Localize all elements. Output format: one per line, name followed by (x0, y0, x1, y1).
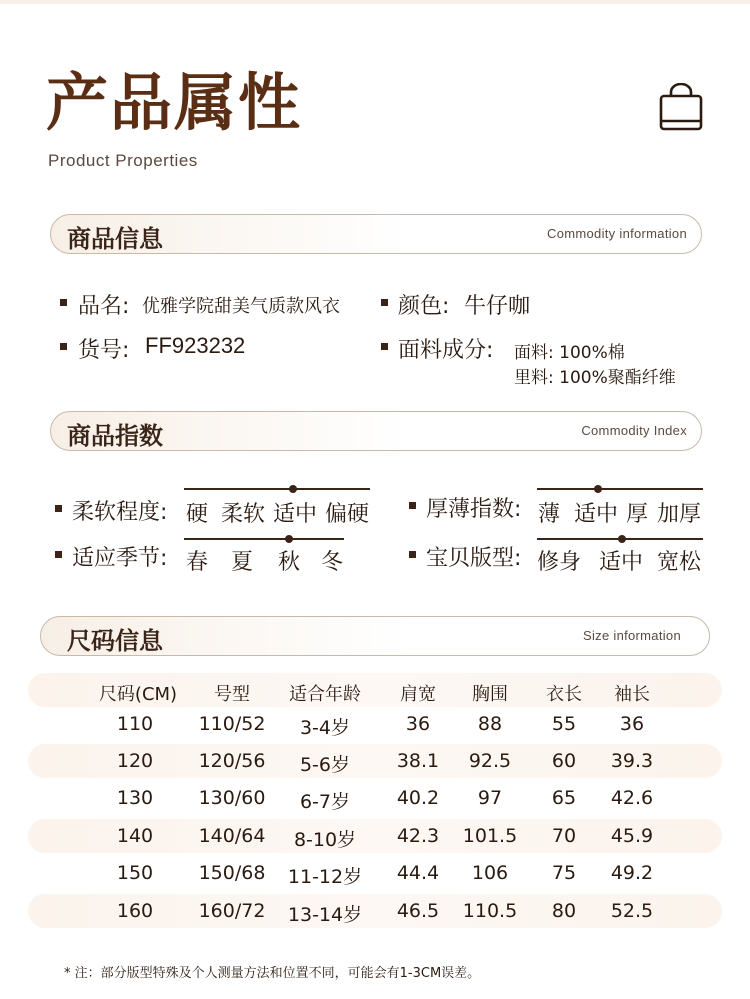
shopping-bag-icon (659, 83, 703, 131)
table-cell: 5-6岁 (299, 754, 351, 776)
fit-option: 宽松 (657, 550, 702, 575)
bullet (60, 343, 67, 350)
product-name-label: 品名: (78, 294, 130, 319)
product-name-value: 优雅学院甜美气质款风衣 (142, 296, 340, 317)
table-cell: 120 (116, 750, 154, 772)
table-cell: 55 (551, 713, 577, 735)
table-cell: 97 (477, 787, 503, 809)
thickness-label: 厚薄指数: (426, 497, 522, 522)
column-header: 肩宽 (400, 684, 436, 705)
table-cell: 75 (551, 862, 577, 884)
table-cell: 110.5 (462, 900, 518, 922)
color-label: 颜色: (398, 294, 450, 319)
table-cell: 45.9 (610, 825, 654, 847)
table-cell: 44.4 (396, 862, 440, 884)
column-header: 衣长 (546, 684, 582, 705)
page-subtitle: Product Properties (48, 151, 198, 170)
table-cell: 160 (116, 900, 154, 922)
table-cell: 11-12岁 (287, 866, 363, 888)
bullet (55, 505, 62, 512)
table-cell: 70 (551, 825, 577, 847)
bullet (60, 299, 67, 306)
commodity-info-header (50, 214, 702, 254)
thickness-option: 适中 (574, 502, 619, 527)
column-header: 尺码(CM) (98, 684, 178, 705)
table-cell: 8-10岁 (293, 829, 357, 851)
column-header: 号型 (214, 684, 250, 705)
table-cell: 120/56 (198, 750, 266, 772)
fit-label: 宝贝版型: (426, 546, 522, 571)
table-cell: 38.1 (396, 750, 440, 772)
commodity-index-title-en: Commodity Index (581, 423, 687, 438)
table-cell: 110 (116, 713, 154, 735)
top-border (0, 0, 750, 4)
commodity-info-title-en: Commodity information (547, 226, 687, 241)
table-cell: 88 (477, 713, 503, 735)
fabric-lining: 里料: 100%聚酯纤维 (514, 368, 676, 388)
thickness-option: 厚 (626, 502, 649, 527)
column-header: 袖长 (614, 684, 650, 705)
season-option: 秋 (278, 550, 301, 575)
commodity-index-title: 商品指数 (67, 422, 163, 450)
softness-option: 柔软 (221, 502, 266, 527)
table-cell: 39.3 (610, 750, 654, 772)
table-cell: 150/68 (198, 862, 266, 884)
size-info-title: 尺码信息 (67, 627, 163, 655)
table-cell: 6-7岁 (299, 791, 351, 813)
season-scale-line (184, 538, 344, 540)
table-cell: 65 (551, 787, 577, 809)
table-cell: 13-14岁 (287, 904, 363, 926)
table-cell: 110/52 (198, 713, 266, 735)
column-header: 适合年龄 (289, 684, 361, 705)
softness-selected-dot (289, 485, 297, 493)
color-value: 牛仔咖 (464, 294, 531, 319)
fabric-outer: 面料: 100%棉 (514, 343, 625, 363)
table-cell: 60 (551, 750, 577, 772)
bullet (409, 551, 416, 558)
table-cell: 101.5 (462, 825, 518, 847)
thickness-selected-dot (594, 485, 602, 493)
season-option: 春 (186, 550, 209, 575)
table-cell: 140/64 (198, 825, 266, 847)
season-selected-dot (285, 535, 293, 543)
season-label: 适应季节: (72, 546, 168, 571)
table-cell: 3-4岁 (299, 717, 351, 739)
bullet (381, 343, 388, 350)
commodity-index-header (50, 411, 702, 451)
softness-option: 硬 (186, 502, 209, 527)
footnote: * 注：部分版型特殊及个人测量方法和位置不同，可能会有1-3CM误差。 (64, 966, 481, 981)
table-cell: 42.3 (396, 825, 440, 847)
table-cell: 46.5 (396, 900, 440, 922)
softness-label: 柔软程度: (72, 500, 168, 525)
sku-value: FF923232 (145, 333, 246, 358)
table-cell: 130/60 (198, 787, 266, 809)
thickness-scale-line (537, 488, 703, 490)
page-title: 产品属性 (46, 66, 303, 139)
table-cell: 40.2 (396, 787, 440, 809)
thickness-option: 薄 (538, 502, 561, 527)
table-cell: 49.2 (610, 862, 654, 884)
bullet (55, 551, 62, 558)
softness-scale-line (184, 488, 370, 490)
season-option: 夏 (231, 550, 254, 575)
table-cell: 52.5 (610, 900, 654, 922)
commodity-info-title: 商品信息 (67, 225, 163, 253)
season-option: 冬 (321, 550, 344, 575)
table-cell: 106 (471, 862, 509, 884)
table-cell: 36 (405, 713, 431, 735)
fit-selected-dot (618, 535, 626, 543)
table-cell: 92.5 (468, 750, 512, 772)
bullet (381, 299, 388, 306)
thickness-option: 加厚 (657, 502, 702, 527)
table-cell: 80 (551, 900, 577, 922)
fabric-label: 面料成分: (398, 338, 494, 363)
table-cell: 150 (116, 862, 154, 884)
softness-option: 适中 (273, 502, 318, 527)
bullet (409, 502, 416, 509)
size-info-title-en: Size information (582, 628, 681, 643)
softness-option: 偏硬 (325, 502, 370, 527)
table-cell: 160/72 (198, 900, 266, 922)
fit-option: 适中 (599, 550, 644, 575)
table-cell: 36 (619, 713, 645, 735)
table-cell: 42.6 (610, 787, 654, 809)
table-cell: 140 (116, 825, 154, 847)
column-header: 胸围 (472, 684, 508, 705)
fit-option: 修身 (537, 550, 582, 575)
sku-label: 货号: (78, 338, 130, 363)
table-cell: 130 (116, 787, 154, 809)
size-info-header (40, 616, 710, 656)
